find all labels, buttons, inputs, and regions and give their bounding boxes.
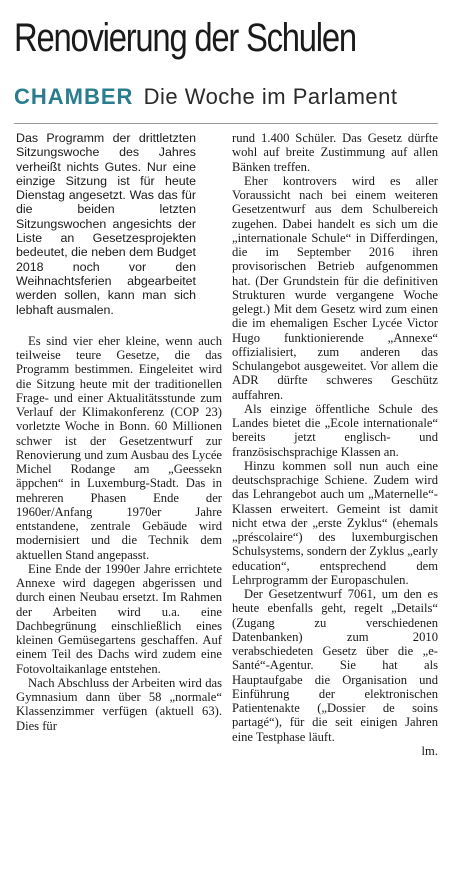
rubric (14, 84, 438, 110)
body-paragraph: Als einzige öffentliche Schule des Landes bietet die „Ecole internationale“ bereits jetzt englisch- und französischsprachige Klassen an. (232, 401, 438, 459)
lead-paragraph: Das Programm der drittletzten Sitzungswoche des Jahres verheißt nichts Gutes. Nur eine einzige Sitzung ist für heute Dienstag angesetzt. Was das für die beiden letzten Sitzungswochen angesichts der Liste an Gesetzesprojekten bedeutet, die neben dem Budget 2018 noch vor den Weihnachtsferien abgearbeitet werden sollen, kann man sich lebhaft ausmalen. (16, 131, 196, 317)
rubric-title: Die Woche im Parlament (143, 84, 398, 109)
body-paragraph: Es sind vier eher kleine, wenn auch teilweise teure Gesetze, die das Programm bestimmen. Eingeleitet wird die Sitzung heute mit der traditionellen Frage- und einer Aktualitätsstunde zum Verlauf der Klimakonferenz (COP 23) vorletzte Woche in Bonn. 60 Millionen schwer ist der Gesetzentwurf zur Renovierung und zum Ausbau des Lycée Michel Rodange am „Geessekn äppchen“ in Luxemburg-Stadt. Das in mehreren Phasen Ende der 1960er/Anfang 1970er Jahre entstandene, zentrale Gebäude wird modernisiert und die Technik dem aktuellen Stand angepasst. (16, 333, 223, 562)
article-column-left (16, 131, 222, 733)
divider-rule (14, 123, 438, 124)
body-paragraph: rund 1.400 Schüler. Das Gesetz dürfte wohl auf breite Zustimmung auf allen Bänken treffen. (232, 131, 438, 174)
body-paragraph: Der Gesetzentwurf 7061, um den es heute ebenfalls geht, regelt „Details“ (Zugang zu verschiedenen Datenbanken) zum 2010 verabschiedeten Gesetz über die „e-Santé“-Agentur. Sie hat als Hauptaufgabe die Organisation und Einführung der elektronischen Patientenakte („Dossier de soins partagé“), für die seit einigen Jahren eine Testphase läuft. (232, 587, 438, 744)
rubric-tag: CHAMBER (14, 84, 134, 109)
article-column-right (232, 131, 438, 758)
headline: Renovierung der Schulen (14, 16, 356, 60)
author-signature: lm. (421, 743, 438, 758)
body-paragraph: Eine Ende der 1990er Jahre errichtete Annexe wird dagegen abgerissen und durch einen Neubau ersetzt. Im Rahmen der Arbeiten wird u.a. eine Dachbegrünung einschließlich eines kleinen Gemüsegartens geschaffen. Auf einem Teil des Dachs wird zudem eine Fotovoltaikanlage entstehen. (16, 561, 222, 676)
body-paragraph: Nach Abschluss der Arbeiten wird das Gymnasium dann über 58 „normale“ Klassenzimmer verfügen (aktuell 63). Dies für (16, 675, 222, 733)
body-paragraph: Hinzu kommen soll nun auch eine deutschsprachige Schiene. Zudem wird das Lehrangebot auch um „Maternelle“-Klassen erweitert. Gemeint ist damit nicht etwa der „erste Zyklus“ (ehemals „préscolaire“) des luxemburgischen Schulsystems, sondern der Zyklus „early education“, entsprechend dem Lehrprogramm der Europaschulen. (232, 458, 439, 587)
body-paragraph: Eher kontrovers wird es aller Voraussicht nach bei einem weiteren Gesetzentwurf aus dem Schulbereich zugehen. Dabei handelt es sich um die „internationale Schule“ in Differdingen, die im September 2016 ihren provisorischen Betrieb aufgenommen hat. (Der Grundstein für die definitiven Strukturen wurde vergangene Woche gelegt.) Mit dem Gesetz wird zum einen die im ehemaligen Escher Lycée Victor Hugo funktionierende „Annexe“ offizialisiert, zum anderen das Schulangebot ausgeweitet. Vor allem die ADR dürfte schweres Geschütz auffahren. (232, 173, 438, 402)
